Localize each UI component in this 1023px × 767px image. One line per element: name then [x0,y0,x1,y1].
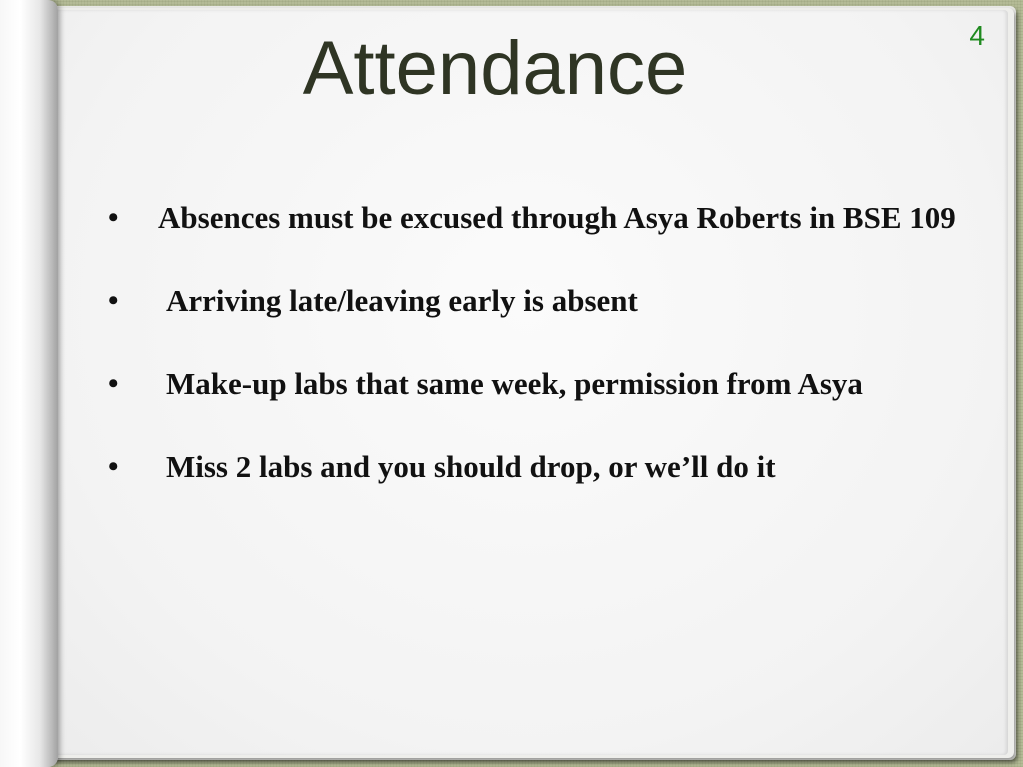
bullet-text: Make-up labs that same week, permission from Asya [166,366,863,401]
bullet-item [108,279,988,323]
bullet-icon: • [108,450,119,483]
bullet-item [108,362,988,406]
slide-title: Attendance [302,26,688,111]
bullet-item [108,196,988,240]
bullet-icon: • [108,284,119,317]
bullet-text: Absences must be excused through Asya Roberts in BSE 109 [158,200,956,235]
bullet-item [108,445,988,489]
bullet-text: Miss 2 labs and you should drop, or we’ll do it [166,449,776,484]
bullet-text: Arriving late/leaving early is absent [166,283,638,318]
bullet-list [108,196,988,528]
slide-number: 4 [969,20,985,51]
binding-fold [40,0,58,767]
bullet-icon: • [108,367,119,400]
bullet-icon: • [108,201,119,234]
